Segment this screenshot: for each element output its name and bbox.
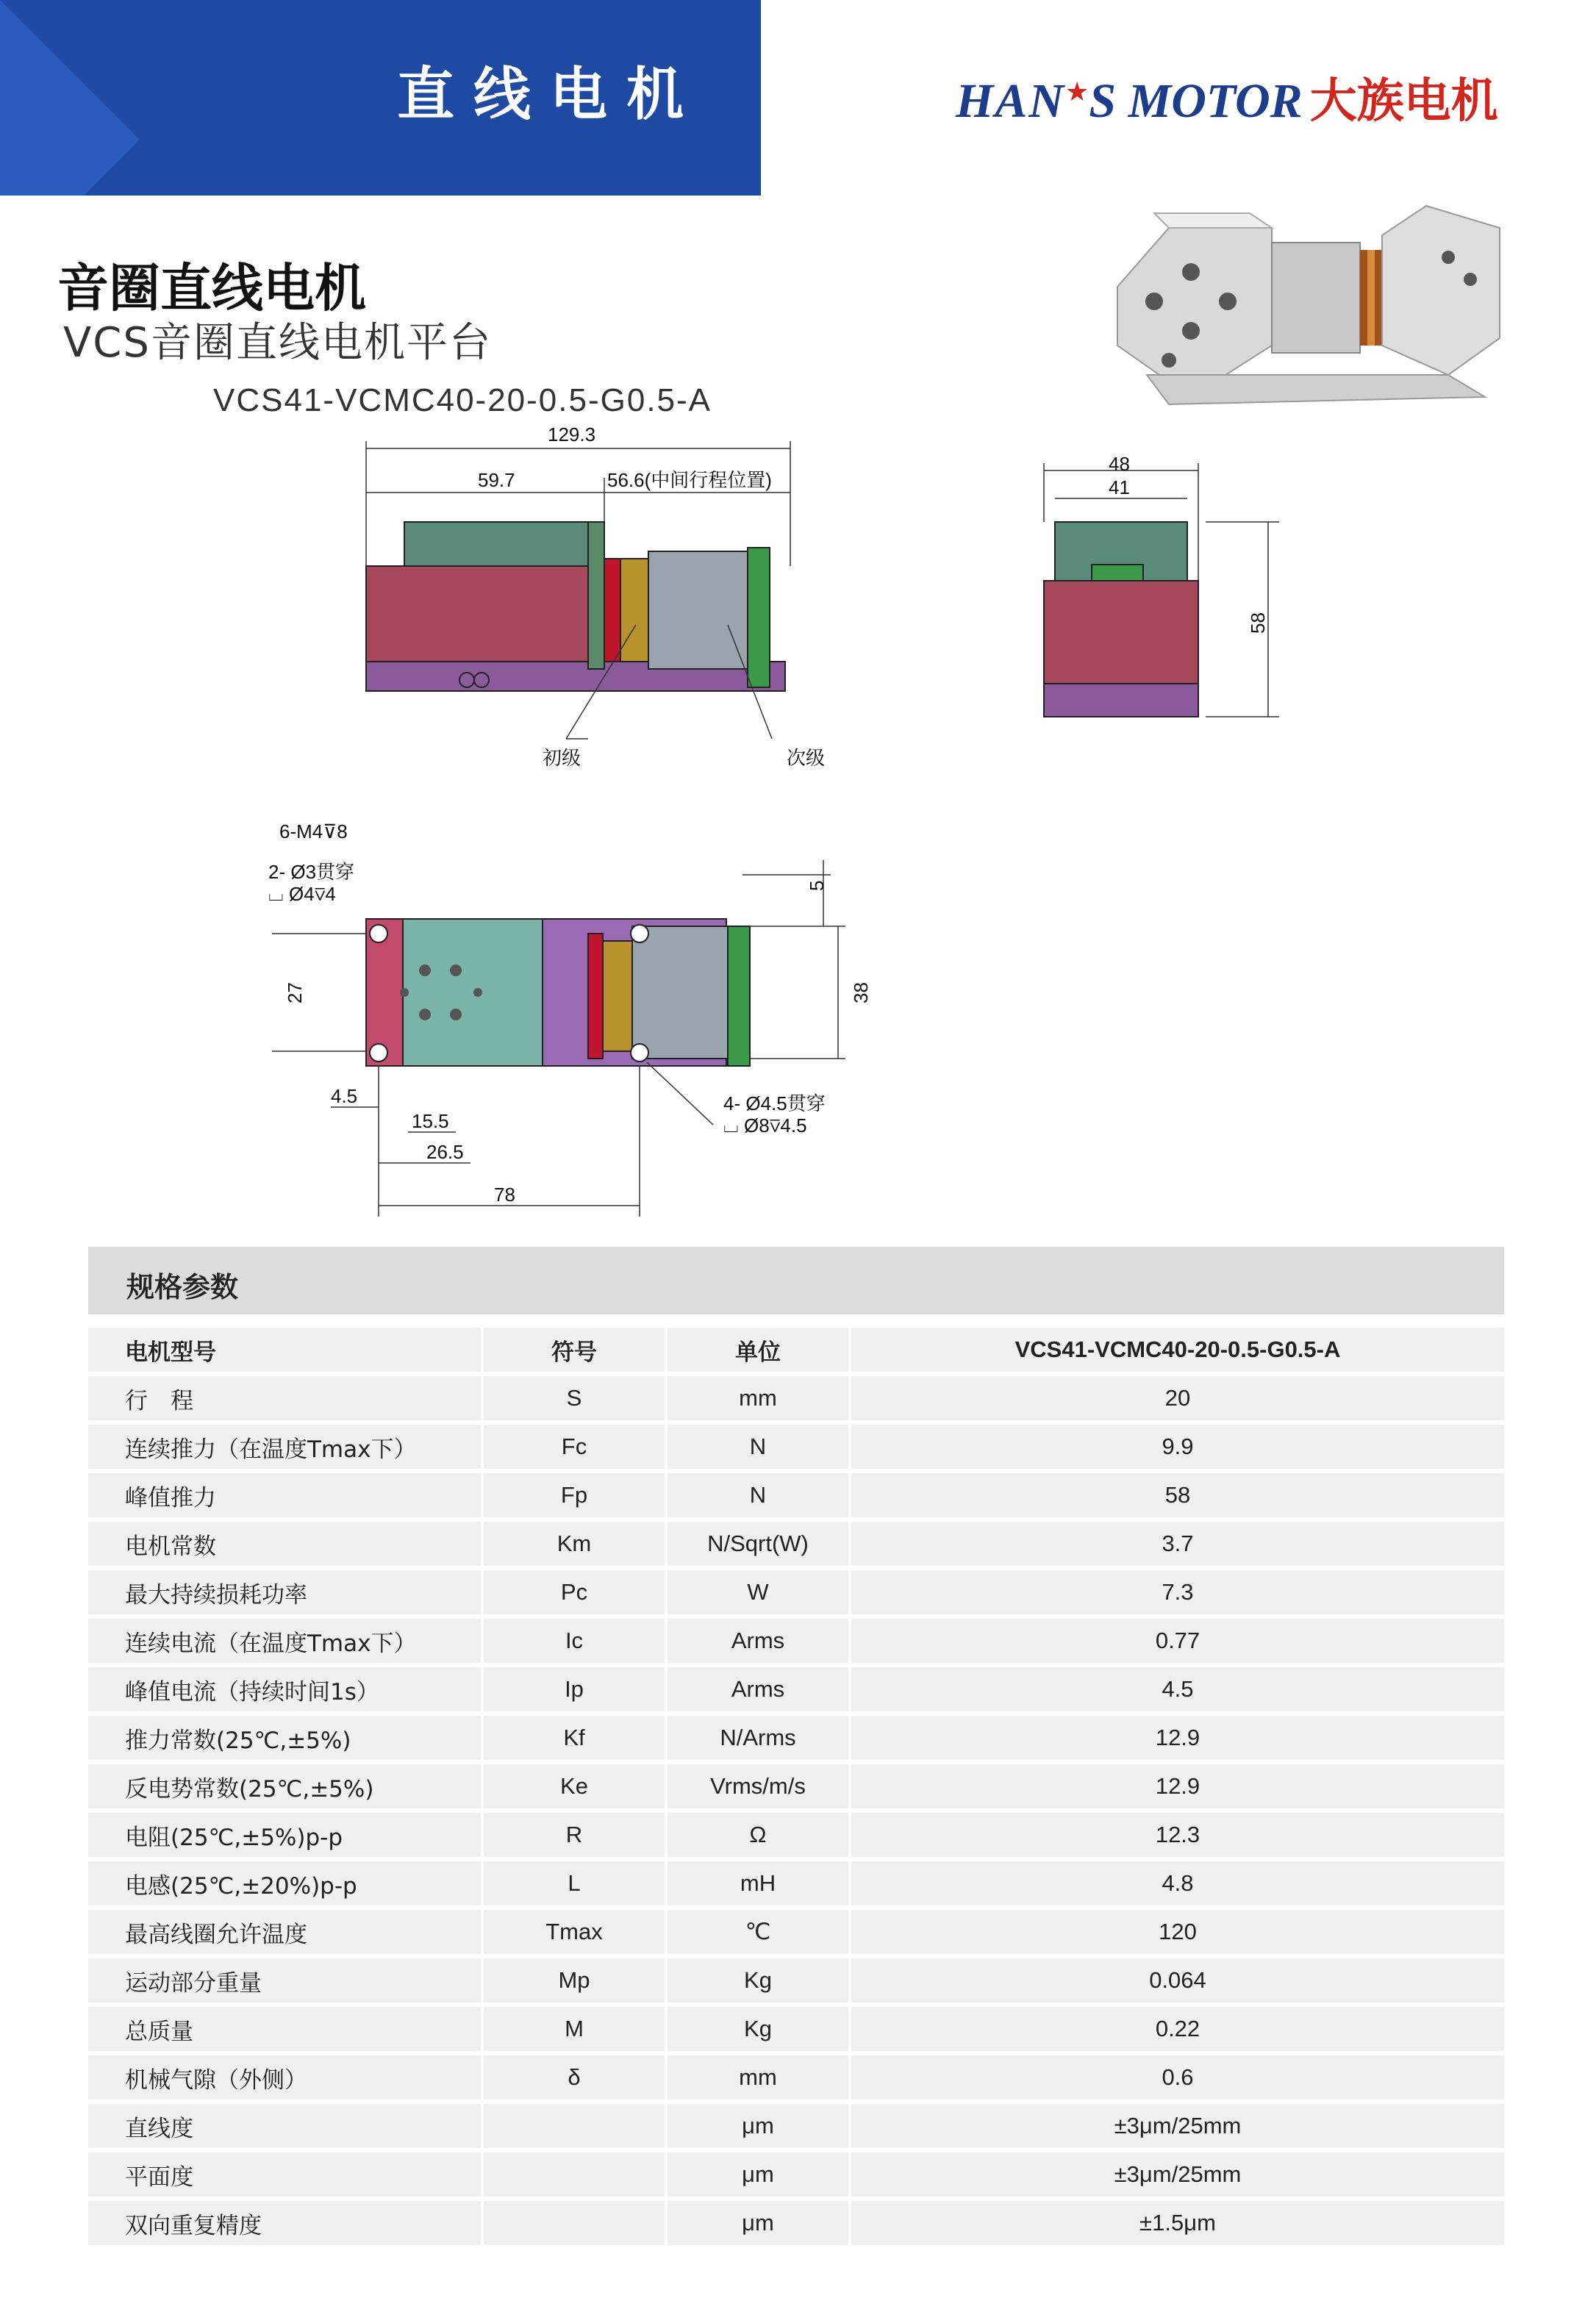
spec-row (88, 2152, 1504, 2197)
spec-row (88, 1958, 1504, 2002)
spec-value: ±1.5μm (851, 2201, 1504, 2245)
spec-name: 推力常数(25℃,±5%) (88, 1716, 484, 1760)
spec-value: 9.9 (851, 1425, 1504, 1469)
spec-symbol: Km (484, 1522, 668, 1566)
spec-symbol (484, 2201, 668, 2245)
top-view-drawing (257, 816, 872, 1228)
spec-row (88, 1522, 1504, 1566)
spec-unit: Arms (668, 1619, 851, 1663)
spec-value: 12.9 (851, 1716, 1504, 1760)
spec-value: 0.22 (851, 2007, 1504, 2051)
spec-symbol: Fp (484, 1473, 668, 1517)
spec-symbol: δ (484, 2055, 668, 2100)
logo-star-icon: ★ (1065, 76, 1089, 107)
spec-name: 反电势常数(25℃,±5%) (88, 1764, 484, 1808)
spec-unit: μm (668, 2104, 851, 2148)
spec-symbol: Ic (484, 1619, 668, 1663)
brand-logo (956, 63, 1498, 129)
spec-value: ±3μm/25mm (851, 2104, 1504, 2148)
banner-title: 直线电机 (397, 62, 704, 128)
note-hole-4-5: 4- Ø4.5贯穿 (723, 1092, 826, 1114)
spec-row (88, 2104, 1504, 2148)
spec-table (88, 1323, 1504, 2249)
spec-unit: mm (668, 2055, 851, 2100)
spec-row (88, 1716, 1504, 1760)
spec-row (88, 2007, 1504, 2051)
spec-value: ±3μm/25mm (851, 2152, 1504, 2197)
spec-name: 行 程 (88, 1376, 484, 1420)
col-header-symbol: 符号 (484, 1328, 668, 1372)
spec-value: 3.7 (851, 1522, 1504, 1566)
product-subtitle: VCS音圈直线电机平台 (63, 319, 492, 367)
spec-row (88, 1376, 1504, 1420)
spec-section-title: 规格参数 (126, 1271, 239, 1303)
spec-row (88, 1861, 1504, 1905)
spec-symbol: Ke (484, 1764, 668, 1808)
spec-symbol: Fc (484, 1425, 668, 1469)
spec-unit: Kg (668, 2007, 851, 2051)
spec-unit: ℃ (668, 1910, 851, 1954)
spec-unit: Arms (668, 1667, 851, 1711)
spec-symbol: Ip (484, 1667, 668, 1711)
spec-value: 20 (851, 1376, 1504, 1420)
spec-name: 平面度 (88, 2152, 484, 2197)
note-hole-8: ⌴ Ø8⊽4.5 (723, 1114, 807, 1137)
spec-name: 连续电流（在温度Tmax下） (88, 1619, 484, 1663)
spec-row (88, 1473, 1504, 1517)
product-title: 音圈直线电机 (57, 258, 366, 318)
spec-value: 4.8 (851, 1861, 1504, 1905)
dim-height-58: 58 (1247, 612, 1269, 634)
dim-59-7: 59.7 (478, 469, 515, 491)
spec-symbol: S (484, 1376, 668, 1420)
spec-name: 峰值推力 (88, 1473, 484, 1517)
dim-78: 78 (494, 1184, 515, 1206)
spec-unit: N (668, 1473, 851, 1517)
spec-value: 12.3 (851, 1813, 1504, 1857)
spec-symbol: R (484, 1813, 668, 1857)
spec-symbol: Tmax (484, 1910, 668, 1954)
spec-row (88, 1764, 1504, 1808)
dim-38: 38 (850, 982, 872, 1003)
spec-unit: Kg (668, 1958, 851, 2002)
spec-section-header (88, 1247, 1504, 1314)
spec-name: 电阻(25℃,±5%)p-p (88, 1813, 484, 1857)
spec-value: 0.77 (851, 1619, 1504, 1663)
spec-row (88, 2055, 1504, 2100)
dim-5: 5 (806, 880, 828, 891)
logo-text-en2: S MOTOR (1089, 74, 1303, 128)
col-header-unit: 单位 (668, 1328, 851, 1372)
spec-unit: N/Sqrt(W) (668, 1522, 851, 1566)
end-view-drawing (1022, 441, 1301, 735)
spec-name: 双向重复精度 (88, 2201, 484, 2245)
spec-symbol: M (484, 2007, 668, 2051)
spec-row (88, 1619, 1504, 1663)
spec-symbol: Pc (484, 1570, 668, 1614)
note-hole-4: ⌴ Ø4⊽4 (268, 883, 336, 905)
spec-name: 直线度 (88, 2104, 484, 2148)
spec-unit: mm (668, 1376, 851, 1420)
product-photo (1103, 198, 1514, 419)
spec-value: 4.5 (851, 1667, 1504, 1711)
spec-unit: W (668, 1570, 851, 1614)
spec-value: 0.6 (851, 2055, 1504, 2100)
dim-width-41: 41 (1109, 476, 1130, 498)
spec-unit: μm (668, 2201, 851, 2245)
spec-name: 峰值电流（持续时间1s） (88, 1667, 484, 1711)
label-primary: 初级 (543, 747, 581, 769)
spec-name: 机械气隙（外侧） (88, 2055, 484, 2100)
spec-row (88, 1667, 1504, 1711)
spec-value: 58 (851, 1473, 1504, 1517)
dim-4-5: 4.5 (331, 1085, 358, 1107)
spec-symbol (484, 2104, 668, 2148)
dim-27: 27 (284, 982, 306, 1003)
spec-name: 运动部分重量 (88, 1958, 484, 2002)
spec-row (88, 1910, 1504, 1954)
dim-total-length: 129.3 (548, 423, 596, 445)
dim-width-48: 48 (1109, 453, 1130, 475)
spec-unit: N/Arms (668, 1716, 851, 1760)
spec-row (88, 1425, 1504, 1469)
spec-name: 最高线圈允许温度 (88, 1910, 484, 1954)
spec-unit: N (668, 1425, 851, 1469)
spec-unit: mH (668, 1861, 851, 1905)
spec-symbol: L (484, 1861, 668, 1905)
note-hole-3: 2- Ø3贯穿 (268, 861, 355, 883)
spec-symbol (484, 2152, 668, 2197)
spec-header-row (88, 1328, 1504, 1372)
spec-name: 电感(25℃,±20%)p-p (88, 1861, 484, 1905)
spec-unit: Vrms/m/s (668, 1764, 851, 1808)
label-secondary: 次级 (787, 747, 826, 769)
spec-symbol: Kf (484, 1716, 668, 1760)
dim-56-6: 56.6(中间行程位置) (607, 469, 772, 491)
col-header-name: 电机型号 (88, 1328, 484, 1372)
spec-name: 最大持续损耗功率 (88, 1570, 484, 1614)
spec-value: 12.9 (851, 1764, 1504, 1808)
spec-row (88, 1570, 1504, 1614)
spec-unit: Ω (668, 1813, 851, 1857)
spec-value: 0.064 (851, 1958, 1504, 2002)
dim-15-5: 15.5 (412, 1110, 449, 1132)
model-number: VCS41-VCMC40-20-0.5-G0.5-A (213, 382, 712, 418)
logo-text-cn: 大族电机 (1309, 74, 1498, 129)
spec-value: 7.3 (851, 1570, 1504, 1614)
note-hole-m4: 6-M4⊽8 (279, 820, 348, 842)
spec-name: 总质量 (88, 2007, 484, 2051)
side-view-drawing (346, 419, 831, 801)
spec-symbol: Mp (484, 1958, 668, 2002)
spec-unit: μm (668, 2152, 851, 2197)
spec-name: 连续推力（在温度Tmax下） (88, 1425, 484, 1469)
spec-row (88, 1813, 1504, 1857)
spec-name: 电机常数 (88, 1522, 484, 1566)
spec-value: 120 (851, 1910, 1504, 1954)
dim-26-5: 26.5 (426, 1141, 464, 1163)
logo-text-en: HAN (956, 74, 1066, 128)
col-header-value: VCS41-VCMC40-20-0.5-G0.5-A (851, 1328, 1504, 1372)
spec-row (88, 2201, 1504, 2245)
